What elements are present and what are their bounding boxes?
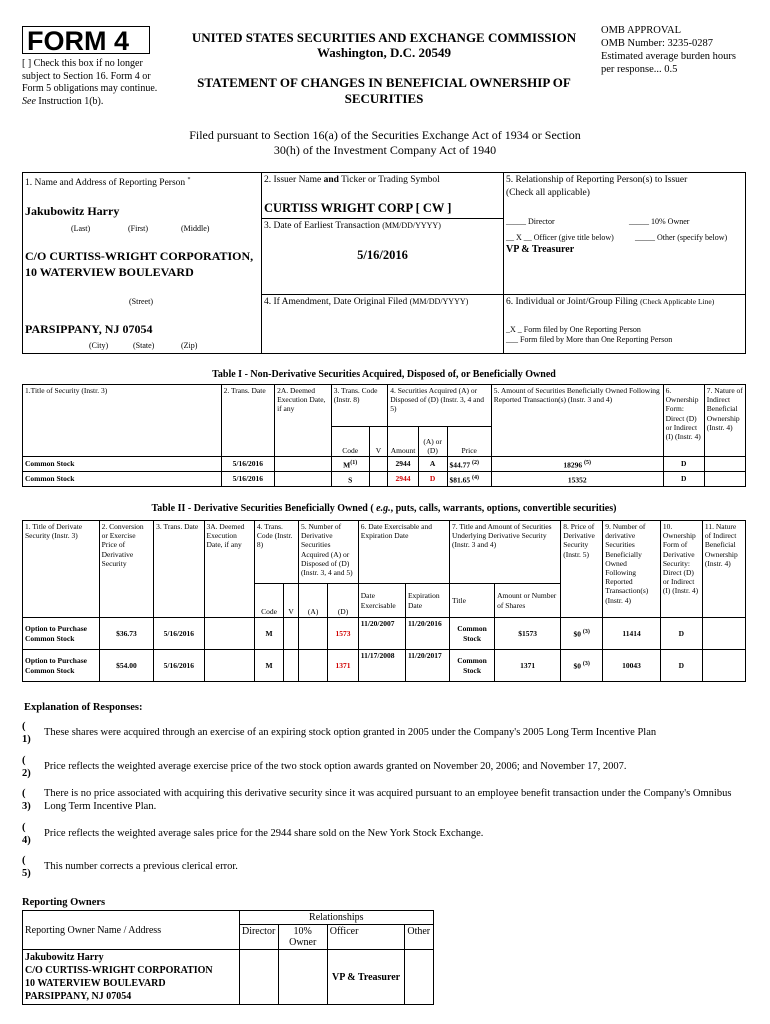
t1-row-price — [447, 472, 491, 487]
t1-row-title: Common Stock — [23, 472, 222, 487]
t1-row-date: 5/16/2016 — [221, 472, 275, 487]
owner-other — [405, 950, 434, 1005]
omb-approval: OMB APPROVAL — [601, 25, 682, 36]
t2-row-code: M — [254, 618, 283, 650]
table-1 — [22, 384, 746, 487]
box-1-label-text: 1. Name and Address of Reporting Person — [25, 178, 186, 189]
t2-header-deemed: 3A. Deemed Execution Date, if any — [204, 521, 254, 618]
t2-row-form: D — [660, 650, 702, 682]
t1-header-deemed: 2A. Deemed Execution Date, if any — [275, 385, 332, 457]
footnote-ref[interactable]: (5) — [584, 459, 591, 466]
box-2-label-and: and — [323, 175, 339, 185]
box-5-label — [506, 174, 742, 200]
street-value: C/O CURTISS-WRIGHT CORPORATION, 10 WATERVIEW BOULEVARD — [25, 249, 254, 279]
t2-row-d: 1573 — [328, 618, 358, 650]
t1-row-v — [369, 457, 388, 472]
t2-row-v — [284, 618, 299, 650]
t1-header-title: 1.Title of Security (Instr. 3) — [23, 385, 222, 457]
box-1 — [22, 172, 262, 354]
t2-sub-expiration: Expiration Date — [405, 584, 449, 618]
filed-pursuant: Filed pursuant to Section 16(a) of the Securities Exchange Act of 1934 or Section 30(h) of the Investment Company Act of 1940 — [189, 128, 581, 157]
t2-sub-exercisable: Date Exercisable — [358, 584, 405, 618]
box-3-label — [264, 221, 441, 231]
owner-address-line: PARSIPPANY, NJ 07054 — [25, 991, 132, 1002]
t1-owned-value: 18296 — [563, 460, 583, 470]
t2-header-exercisable: 6. Date Exercisable and Expiration Date — [358, 521, 449, 584]
explanation-item — [22, 854, 742, 894]
owner-name-address — [23, 950, 240, 1005]
t2-header-conversion: 2. Conversion or Exercise Price of Derivative Security — [99, 521, 154, 618]
table-row — [23, 650, 746, 682]
t2-sub-v: V — [284, 584, 299, 618]
zip-label: (Zip) — [181, 341, 198, 350]
table-row — [23, 618, 746, 650]
t2-row-date: 5/16/2016 — [154, 618, 204, 650]
box-4-label-fmt: (MM/DD/YYYY) — [409, 297, 469, 306]
t2-sub-title: Title — [450, 584, 495, 618]
t1-header-nature: 7. Nature of Indirect Beneficial Ownership (Instr. 4) — [704, 385, 745, 457]
t1-row-deemed — [275, 457, 332, 472]
state-label: (State) — [133, 341, 155, 350]
t2-row-nature — [702, 618, 745, 650]
t2-row-expiration: 11/20/2016 — [405, 618, 449, 650]
box-4-label-text: 4. If Amendment, Date Original Filed — [264, 297, 408, 307]
table-row — [23, 950, 434, 1005]
t2-sub-code: Code — [254, 584, 283, 618]
check-box-text: [ ] Check this box if no longer subject to Section 16. Form 4 or Form 5 obligations may continue. — [22, 58, 158, 94]
t1-row-code — [331, 472, 369, 487]
explanation-num-text: 3) — [22, 801, 31, 812]
t1-header-securities: 4. Securities Acquired (A) or Disposed of (D) (Instr. 3, 4 and 5) — [388, 385, 492, 427]
box-6 — [503, 294, 746, 354]
t2-price-value: $0 — [573, 661, 582, 671]
statement-title: STATEMENT OF CHANGES IN BENEFICIAL OWNERSHIP OF SECURITIES — [197, 75, 571, 106]
t1-sub-price: Price — [447, 427, 491, 457]
t1-row-owned — [491, 472, 663, 487]
middle-label: (Middle) — [181, 224, 210, 233]
explanation-title: Explanation of Responses: — [24, 702, 143, 713]
explanation-num-text: 2) — [22, 768, 31, 779]
t2-row-date: 5/16/2016 — [154, 650, 204, 682]
t1-row-code — [331, 457, 369, 472]
box-2-label-b: Ticker or Trading Symbol — [341, 175, 440, 185]
t2-row-form: D — [660, 618, 702, 650]
owners-col-director: Director — [239, 925, 278, 950]
t1-sub-amount: Amount — [388, 427, 418, 457]
box-5 — [503, 172, 746, 295]
reporting-person-name: Jakubowitz Harry — [25, 204, 120, 218]
t2-header-underlying: 7. Title and Amount of Securities Underlying Derivative Security (Instr. 3 and 4) — [450, 521, 561, 584]
t2-header-price: 8. Price of Derivative Security (Instr. 5) — [561, 521, 603, 618]
see-text: See — [22, 95, 36, 107]
t1-row-title: Common Stock — [23, 457, 222, 472]
t2-row-conversion: $36.73 — [99, 618, 154, 650]
city-label: (City) — [89, 341, 109, 350]
box-3-label-text: 3. Date of Earliest Transaction — [264, 221, 380, 231]
table-2 — [22, 520, 746, 682]
last-label: (Last) — [71, 224, 91, 233]
check-box-note — [22, 58, 172, 108]
earliest-transaction-date: 5/16/2016 — [357, 248, 408, 262]
t1-row-v — [369, 472, 388, 487]
box-5-sub: (Check all applicable) — [506, 188, 590, 198]
owner-address-line: C/O CURTISS-WRIGHT CORPORATION — [25, 965, 213, 976]
officer-check: __ X __ Officer (give title below) — [506, 233, 614, 242]
city-value: PARSIPPANY, NJ 07054 — [25, 322, 153, 336]
owner-address-line: 10 WATERVIEW BOULEVARD — [25, 978, 166, 989]
t2-header-date: 3. Trans. Date — [154, 521, 204, 618]
agency-name: UNITED STATES SECURITIES AND EXCHANGE COMMISSION — [191, 30, 577, 45]
box-5-label-text: 5. Relationship of Reporting Person(s) to Issuer — [506, 175, 688, 185]
owner-ten — [278, 950, 327, 1005]
explanation-num: ( 4) — [22, 822, 31, 846]
t1-sub-v: V — [369, 427, 388, 457]
table-row — [23, 472, 746, 487]
t1-row-owned — [491, 457, 663, 472]
box-3-label-fmt: (MM/DD/YYYY) — [382, 221, 441, 230]
officer-title: VP & Treasurer — [506, 244, 575, 255]
t1-row-price — [447, 457, 491, 472]
owners-col-ten: 10% Owner — [278, 925, 327, 950]
box-1-label-mark: * — [187, 177, 191, 183]
explanation-text: This number corrects a previous clerical error. — [44, 861, 238, 872]
reporting-owners-title: Reporting Owners — [22, 897, 106, 908]
t1-header-code: 3. Trans. Code (Instr. 8) — [331, 385, 388, 427]
agency-location: Washington, D.C. 20549 — [317, 45, 451, 60]
t1-price-value: $44.77 — [449, 460, 471, 470]
form-title: FORM 4 — [22, 26, 150, 54]
t2-row-exercisable: 11/17/2008 — [358, 650, 405, 682]
t2-row-code: M — [254, 650, 283, 682]
issuer-name: CURTISS WRIGHT CORP [ CW ] — [264, 201, 452, 215]
owners-col-other: Other — [405, 925, 434, 950]
table-row — [23, 457, 746, 472]
owner-name: Jakubowitz Harry — [25, 952, 104, 963]
explanation-text: Price reflects the weighted average exercise price of the two stock option awards granted on November 20, 2006; and November 17, 2007. — [44, 761, 627, 772]
table-1-title: Table I - Non-Derivative Securities Acquired, Disposed of, or Beneficially Owned — [212, 369, 556, 380]
explanation-num: ( 5) — [22, 855, 31, 879]
t2-row-title: Option to Purchase Common Stock — [23, 650, 100, 682]
explanation-text: Price reflects the weighted average sales price for the 2944 share sold on the New York Stock Exchange. — [44, 828, 484, 839]
box-2-label-a: 2. Issuer Name — [264, 175, 322, 185]
t2-row-underlying-amount: $1573 — [495, 618, 561, 650]
explanation-num-text: 4) — [22, 835, 31, 846]
box-4 — [261, 294, 504, 354]
box-1-label — [25, 177, 191, 188]
box-6-label-sub: (Check Applicable Line) — [640, 297, 715, 306]
t2-row-v — [284, 650, 299, 682]
t2-header-owned: 9. Number of derivative Securities Beneficially Owned Following Reported Transaction(s) (Instr. 4) — [603, 521, 661, 618]
t2-row-deemed — [204, 650, 254, 682]
box-6-label-text: 6. Individual or Joint/Group Filing — [506, 297, 638, 307]
t2-header-number: 5. Number of Derivative Securities Acquired (A) or Disposed of (D) (Instr. 3, 4 and 5) — [298, 521, 358, 584]
table-2-title — [22, 503, 746, 514]
t2-row-owned: 11414 — [603, 618, 661, 650]
t1-row-form: D — [663, 472, 704, 487]
t2-row-expiration: 11/20/2017 — [405, 650, 449, 682]
t2-row-underlying-amount: 1371 — [495, 650, 561, 682]
ten-pct-check: _____ 10% Owner — [629, 217, 690, 226]
box-6-label — [506, 297, 714, 307]
filing-one-person: _X _ Form filed by One Reporting Person — [506, 325, 641, 334]
omb-box — [601, 24, 751, 76]
footnote-ref[interactable]: (1) — [350, 459, 358, 466]
t2-price-value: $0 — [573, 629, 582, 639]
t1-header-amount-owned: 5. Amount of Securities Beneficially Owned Following Reported Transaction(s) (Instr. 3 and 4) — [491, 385, 663, 457]
t2-sub-a: (A) — [298, 584, 327, 618]
t1-row-deemed — [275, 472, 332, 487]
t1-row-amount: 2944 — [388, 457, 418, 472]
owners-col-officer: Officer — [327, 925, 405, 950]
t1-row-date: 5/16/2016 — [221, 457, 275, 472]
t1-row-aord: A — [418, 457, 447, 472]
director-check: _____ Director — [506, 217, 555, 226]
t2-row-deemed — [204, 618, 254, 650]
t2-row-underlying-title: Common Stock — [450, 650, 495, 682]
explanation-text: These shares were acquired through an exercise of an expiring stock option granted in 2005 under the Company's 2005 Long Term Incentive Plan — [44, 727, 657, 738]
owner-director — [239, 950, 278, 1005]
t2-title-eg: e.g. — [376, 503, 391, 514]
t2-title-b: , puts, calls, warrants, options, convertible securities) — [390, 503, 617, 514]
t1-row-nature — [704, 472, 745, 487]
owners-col-relationships: Relationships — [239, 911, 433, 925]
t1-row-form: D — [663, 457, 704, 472]
explanation-num: ( 3) — [22, 788, 31, 812]
omb-number: OMB Number: 3235-0287 — [601, 38, 713, 49]
t2-row-d: 1371 — [328, 650, 358, 682]
reporting-owners-table — [22, 910, 434, 1005]
t2-row-title: Option to Purchase Common Stock — [23, 618, 100, 650]
instruction-ref: Instruction 1(b). — [38, 95, 104, 107]
t1-price-value: $81.65 — [449, 475, 471, 485]
t2-row-exercisable: 11/20/2007 — [358, 618, 405, 650]
footnote-ref[interactable]: (3) — [582, 629, 590, 636]
t2-row-underlying-title: Common Stock — [450, 618, 495, 650]
owner-officer: VP & Treasurer — [327, 950, 405, 1005]
first-label: (First) — [128, 224, 148, 233]
t2-row-owned: 10043 — [603, 650, 661, 682]
box-4-label — [264, 297, 468, 307]
t2-sub-d: (D) — [328, 584, 358, 618]
explanation-num-text: 5) — [22, 868, 31, 879]
t1-header-ownership-form: 6. Ownership Form: Direct (D) or Indirect (I) (Instr. 4) — [663, 385, 704, 457]
t2-header-code: 4. Trans. Code (Instr. 8) — [254, 521, 298, 584]
t2-row-price — [561, 650, 603, 682]
street-label: (Street) — [129, 297, 153, 306]
explanation-num-text: 1) — [22, 734, 31, 745]
t2-header-title: 1. Title of Derivate Security (Instr. 3) — [23, 521, 100, 618]
t1-owned-value: 15352 — [567, 475, 587, 485]
explanation-text: There is no price associated with acquiring this derivative security since it was acquired pursuant to an employee benefit transaction under the Company's Omnibus Long Term Incentive Plan. — [44, 788, 732, 812]
footnote-ref[interactable]: (4) — [472, 474, 480, 481]
t2-row-conversion: $54.00 — [99, 650, 154, 682]
footnote-ref[interactable]: (3) — [582, 661, 590, 668]
box-2-label — [264, 175, 440, 185]
filing-multiple-persons: ___ Form filed by More than One Reporting Person — [506, 335, 673, 344]
t1-row-nature — [704, 457, 745, 472]
explanation-num: ( 2) — [22, 755, 31, 779]
other-check: _____ Other (specify below) — [635, 233, 728, 242]
t2-row-a — [298, 650, 327, 682]
t1-row-aord: D — [418, 472, 447, 487]
box-2 — [261, 172, 504, 219]
t1-header-date: 2. Trans. Date — [221, 385, 275, 457]
t1-sub-code: Code — [331, 427, 369, 457]
box-3 — [261, 218, 504, 295]
t2-row-price — [561, 618, 603, 650]
t1-sub-aord: (A) or (D) — [418, 427, 447, 457]
t1-row-amount: 2944 — [388, 472, 418, 487]
owners-col-name: Reporting Owner Name / Address — [23, 911, 240, 950]
omb-burden: Estimated average burden hours per response... 0.5 — [601, 51, 736, 75]
t2-header-nature: 11. Nature of Indirect Beneficial Ownership (Instr. 4) — [702, 521, 745, 618]
t2-sub-amount: Amount or Number of Shares — [495, 584, 561, 618]
explanation-num: ( 1) — [22, 721, 31, 745]
t1-code-value: S — [348, 475, 353, 485]
t2-row-a — [298, 618, 327, 650]
t1-code-value: M — [343, 460, 351, 470]
footnote-ref[interactable]: (2) — [472, 459, 480, 466]
t2-header-form: 10. Ownership Form of Derivative Security: Direct (D) or Indirect (I) (Instr. 4) — [660, 521, 702, 618]
t2-row-nature — [702, 650, 745, 682]
t2-title-a: Table II - Derivative Securities Beneficially Owned ( — [151, 503, 374, 514]
